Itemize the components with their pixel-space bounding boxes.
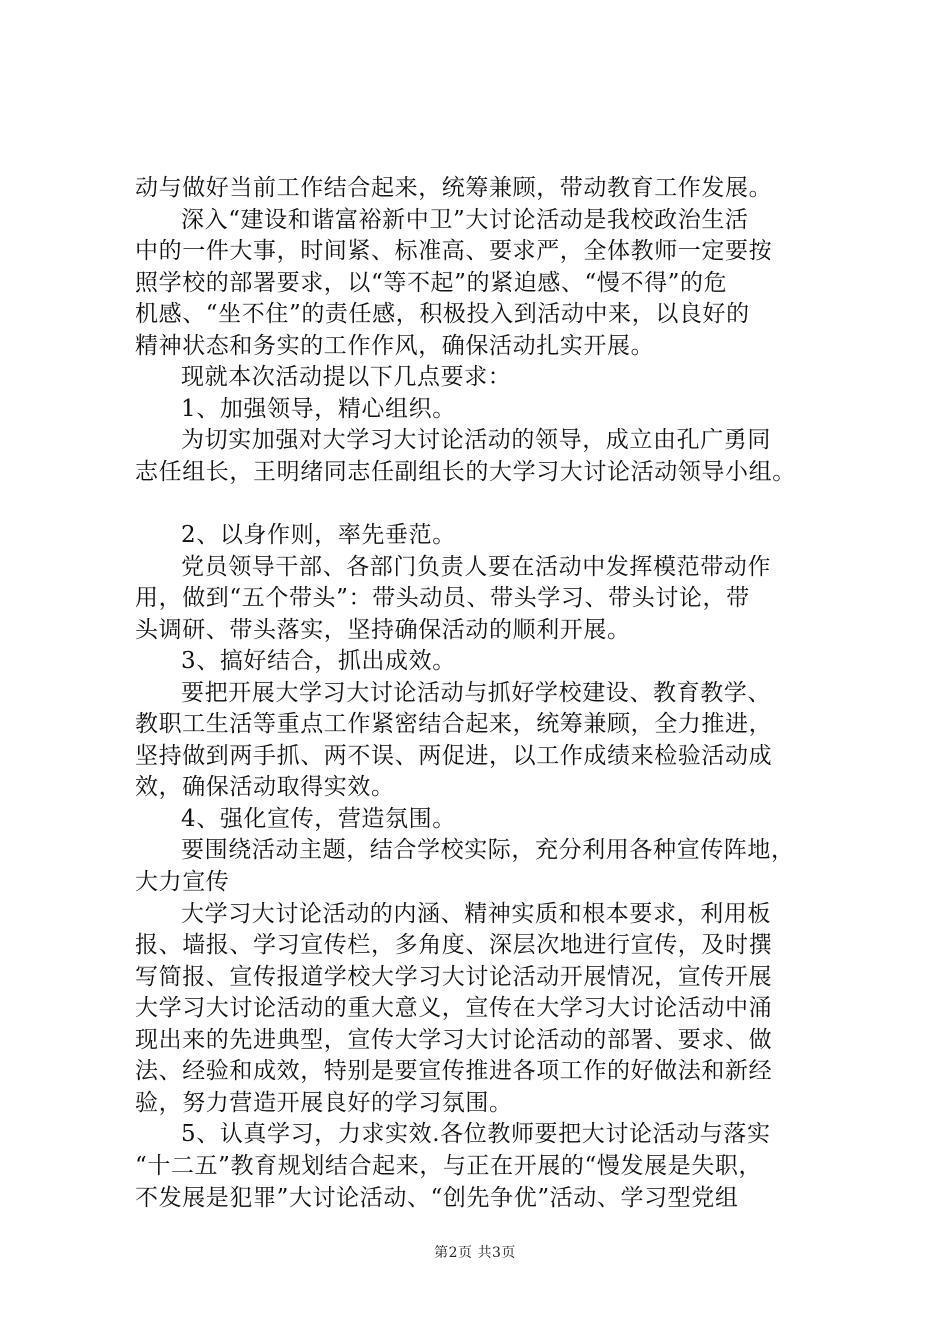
blank-line xyxy=(135,488,835,520)
document-body xyxy=(135,173,835,1214)
text-line: 大学习大讨论活动的内涵、精神实质和根本要求，利用板 xyxy=(181,900,771,927)
text-line: 要围绕活动主题，结合学校实际，充分利用各种宣传阵地， xyxy=(181,837,795,864)
text-line: 中的一件大事，时间紧、标准高、要求严，全体教师一定要按 xyxy=(135,238,773,265)
text-line: 教职工生活等重点工作紧密结合起来，统筹兼顾，全力推进， xyxy=(135,711,773,738)
text-line: 为切实加强对大学习大讨论活动的领导，成立由孔广勇同 xyxy=(181,427,771,454)
text-line: 动与做好当前工作结合起来，统筹兼顾，带动教育工作发展。 xyxy=(135,175,773,201)
text-line: 现出来的先进典型，宣传大学习大讨论活动的部署、要求、做 xyxy=(135,1026,773,1053)
text-line: 头调研、带头落实，坚持确保活动的顺利开展。 xyxy=(135,616,631,643)
text-line: “十二五”教育规划结合起来，与正在开展的“慢发展是失职， xyxy=(135,1152,763,1179)
page-number-footer: 第2页 共3页 xyxy=(434,1245,516,1261)
text-line: 报、墙报、学习宣传栏，多角度、深层次地进行宣传，及时撰 xyxy=(135,932,773,959)
text-line: 精神状态和务实的工作作风，确保活动扎实开展。 xyxy=(135,332,655,359)
text-line: 要把开展大学习大讨论活动与抓好学校建设、教育教学、 xyxy=(181,679,771,706)
section-heading: 1、加强领导，精心组织。 xyxy=(181,395,456,422)
text-line: 党员领导干部、各部门负责人要在活动中发挥模范带动作 xyxy=(181,553,771,580)
section-heading: 3、搞好结合，抓出成效。 xyxy=(181,648,456,675)
text-line: 法、经验和成效，特别是要宣传推进各项工作的好做法和新经 xyxy=(135,1058,773,1085)
text-line: 深入“建设和谐富裕新中卫”大讨论活动是我校政治生活 xyxy=(181,206,749,233)
text-line: 坚持做到两手抓、两不误、两促进，以工作成绩来检验活动成 xyxy=(135,742,773,769)
text-line: 志任组长，王明绪同志任副组长的大学习大讨论活动领导小组。 xyxy=(135,458,796,485)
text-line: 效，确保活动取得实效。 xyxy=(135,774,395,801)
text-line: 用，做到“五个带头”：带头动员、带头学习、带头讨论，带 xyxy=(135,585,750,612)
section-heading: 2、以身作则，率先垂范。 xyxy=(181,522,456,549)
text-line: 照学校的部署要求，以“等不起”的紧迫感、“慢不得”的危 xyxy=(135,269,728,296)
text-line: 机感、“坐不住”的责任感，积极投入到活动中来，以良好的 xyxy=(135,301,750,328)
text-line: 写简报、宣传报道学校大学习大讨论活动开展情况，宣传开展 xyxy=(135,963,773,990)
text-line: 大力宣传 xyxy=(135,869,230,896)
text-line: 大学习大讨论活动的重大意义，宣传在大学习大讨论活动中涌 xyxy=(135,995,773,1022)
section-heading: 5、认真学习，力求实效.各位教师要把大讨论活动与落实 xyxy=(181,1121,771,1148)
text-line: 不发展是犯罪”大讨论活动、“创先争优”活动、学习型党组 xyxy=(135,1184,739,1211)
text-line: 现就本次活动提以下几点要求： xyxy=(181,364,512,391)
text-line: 验，努力营造开展良好的学习氛围。 xyxy=(135,1089,513,1116)
section-heading: 4、强化宣传，营造氛围。 xyxy=(181,805,456,832)
